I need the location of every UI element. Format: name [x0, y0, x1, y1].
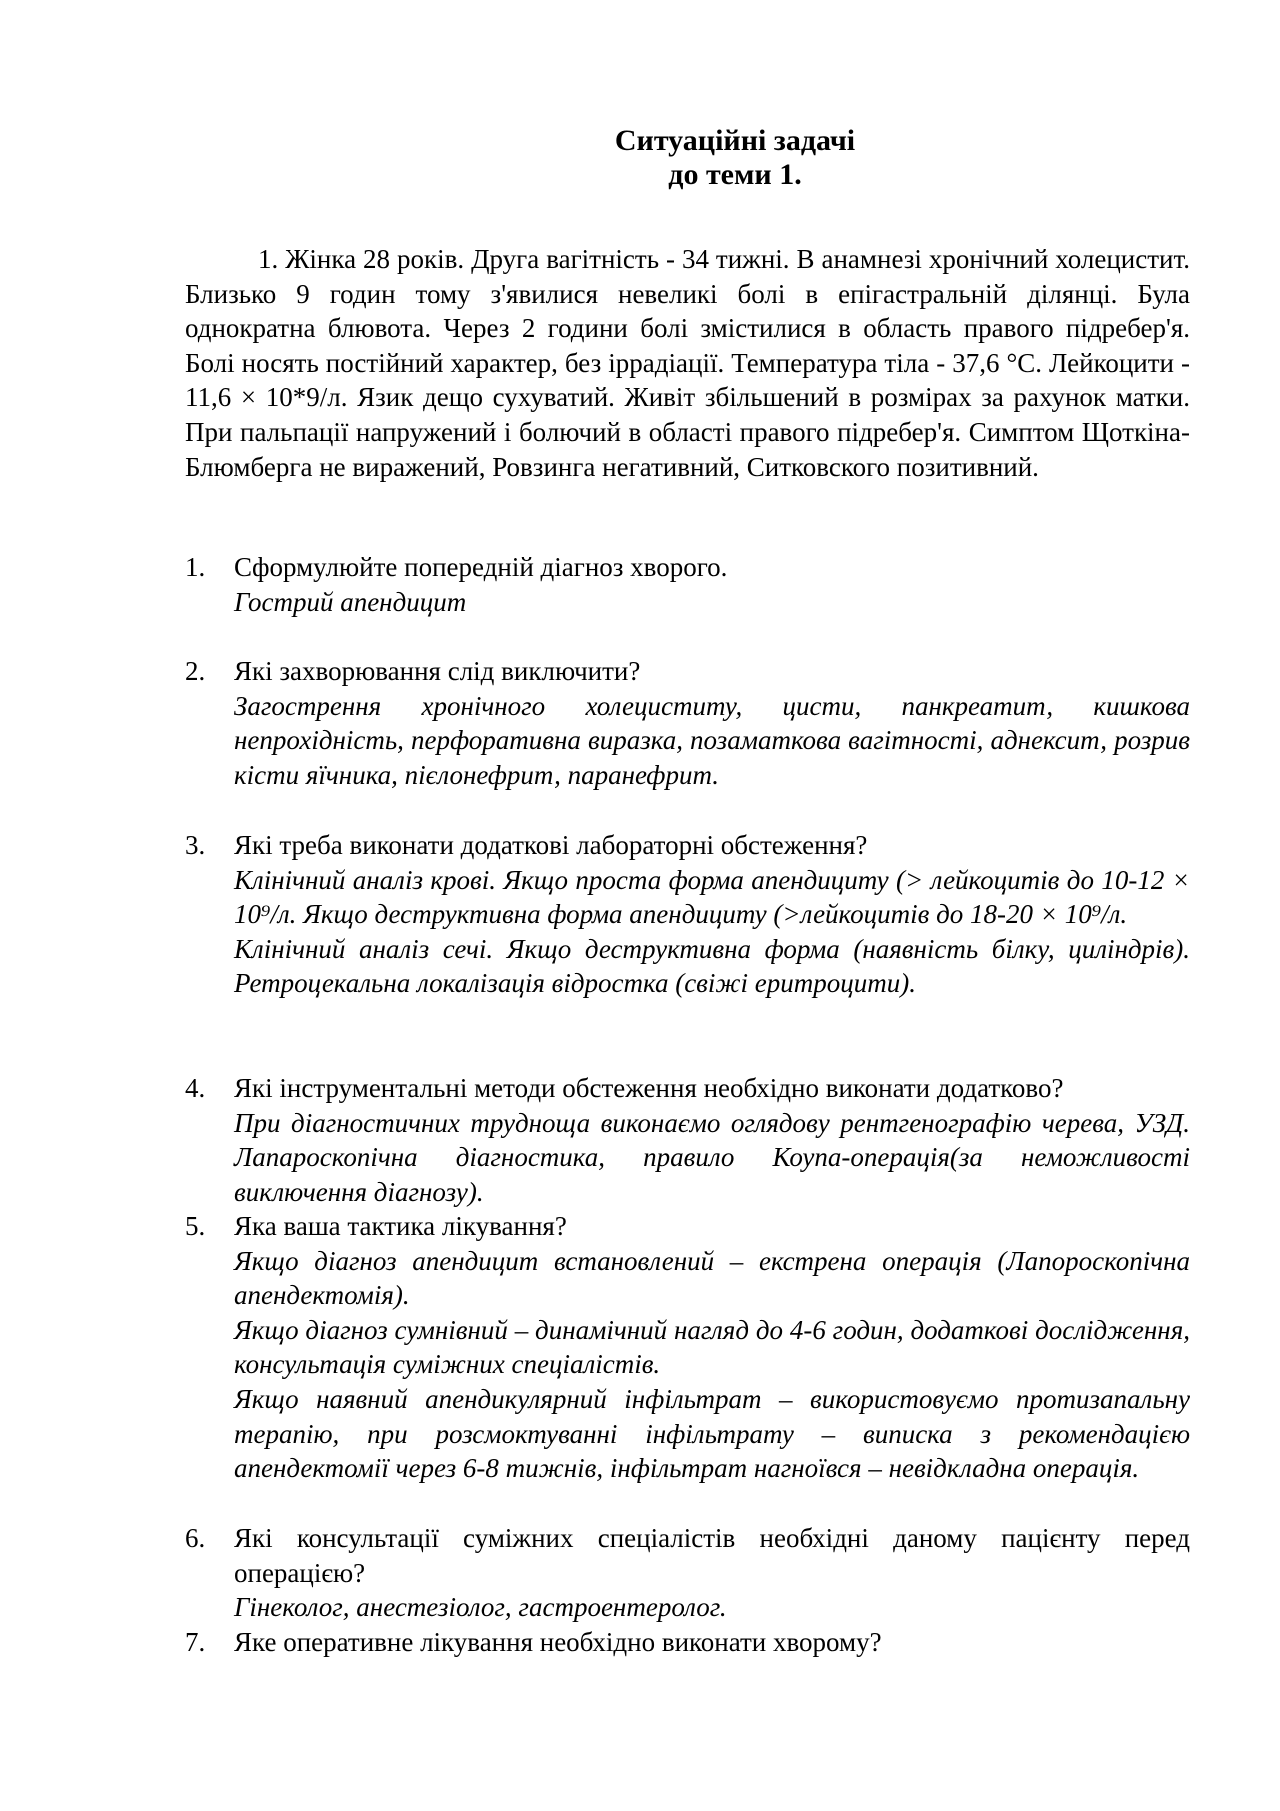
question-item-6: [185, 1521, 1190, 1625]
page-title: [535, 124, 935, 192]
question-item-7: [185, 1625, 1190, 1660]
answer-text: Гострий апендицит: [234, 586, 467, 617]
question-text: Які інструментальні методи обстеження необхідно виконати додатково?: [234, 1073, 1064, 1103]
answer-text: Якщо наявний апендикулярний інфільтрат – використовуємо протизапальну терапію, при розсмоктуванні інфільтрату – виписка з рекомендацією апендектомії через 6-8 тижнів, інфільтрат нагноївся – невідкладна операція.: [234, 1383, 1190, 1484]
answer-text: При діагностичних трудноща виконаємо оглядову рентгенографію черева, УЗД. Лапароскопічна діагностика, правило Коупа-операція(за неможливості виключення діагнозу).: [234, 1107, 1190, 1207]
answer-text: Загострення хронічного холециститу, цисти, панкреатит, кишкова непрохідність, перфоративна виразка, позаматкова вагітності, аднексит, розрив кісти яїчника, пієлонефрит, паранефрит.: [234, 690, 1190, 790]
question-number: 1.: [185, 552, 206, 582]
question-text: Які треба виконати додаткові лабораторні обстеження?: [234, 830, 868, 860]
question-text: Які консультації суміжних спеціалістів необхідні даному пацієнту перед операцією?: [234, 1523, 1190, 1588]
answer-text: Клінічний аналіз крові. Якщо проста форма апендициту (> лейкоцитів до 10-12 × 10⁹/л. Якщо деструктивна форма апендициту (>лейкоцитів до 18-20 × 10⁹/л.: [234, 864, 1190, 930]
question-item-2: [185, 654, 1190, 792]
question-text: Які захворювання слід виключити?: [234, 656, 641, 686]
case-description: 1. Жінка 28 років. Друга вагітність - 34 тижні. В анамнезі хронічний холецистит. Близько 9 годин тому з'явилися невеликі болі в епігастральній ділянці. Була однократна блювота. Через 2 години болі змістилися в область правого підребер'я. Болі носять постійний характер, без іррадіації. Температура тіла - 37,6 °С. Лейкоцити - 11,6 × 10*9/л. Язик дещо сухуватий. Живіт збільшений в розмірах за рахунок матки. При пальпації напружений і болючий в області правого підребер'я. Симптом Щоткіна-Блюмберга не виражений, Ровзинга негативний, Ситковского позитивний.: [185, 244, 1190, 482]
question-number: 7.: [185, 1627, 206, 1657]
title-line-2: до теми 1.: [668, 158, 802, 191]
question-text: Яка ваша тактика лікування?: [234, 1211, 567, 1241]
answer-text: Якщо діагноз апендицит встановлений – екстрена операція (Лапороскопічна апендектомія).: [234, 1245, 1190, 1311]
question-number: 3.: [185, 830, 206, 860]
question-item-1: [185, 550, 1190, 619]
answer-text: Якщо діагноз сумнівний – динамічний нагляд до 4-6 годин, додаткові дослідження, консультація суміжних спеціалістів.: [234, 1314, 1190, 1380]
title-line-1: Ситуаційні задачі: [614, 124, 856, 157]
answer-text: Гінеколог, анестезіолог, гастроентеролог.: [234, 1592, 727, 1623]
question-item-3: [185, 828, 1190, 1001]
question-text: Сформулюйте попередній діагноз хворого.: [234, 552, 728, 582]
question-number: 4.: [185, 1073, 206, 1103]
question-item-5: [185, 1209, 1190, 1486]
question-number: 6.: [185, 1523, 206, 1553]
question-text: Яке оперативне лікування необхідно виконати хворому?: [234, 1627, 882, 1657]
question-number: 2.: [185, 656, 206, 686]
question-number: 5.: [185, 1211, 206, 1241]
question-item-4: [185, 1071, 1190, 1209]
answer-text: Клінічний аналіз сечі. Якщо деструктивна форма (наявність білку, циліндрів). Ретроцекальна локалізація відростка (свіжі еритроцити).: [234, 933, 1190, 999]
